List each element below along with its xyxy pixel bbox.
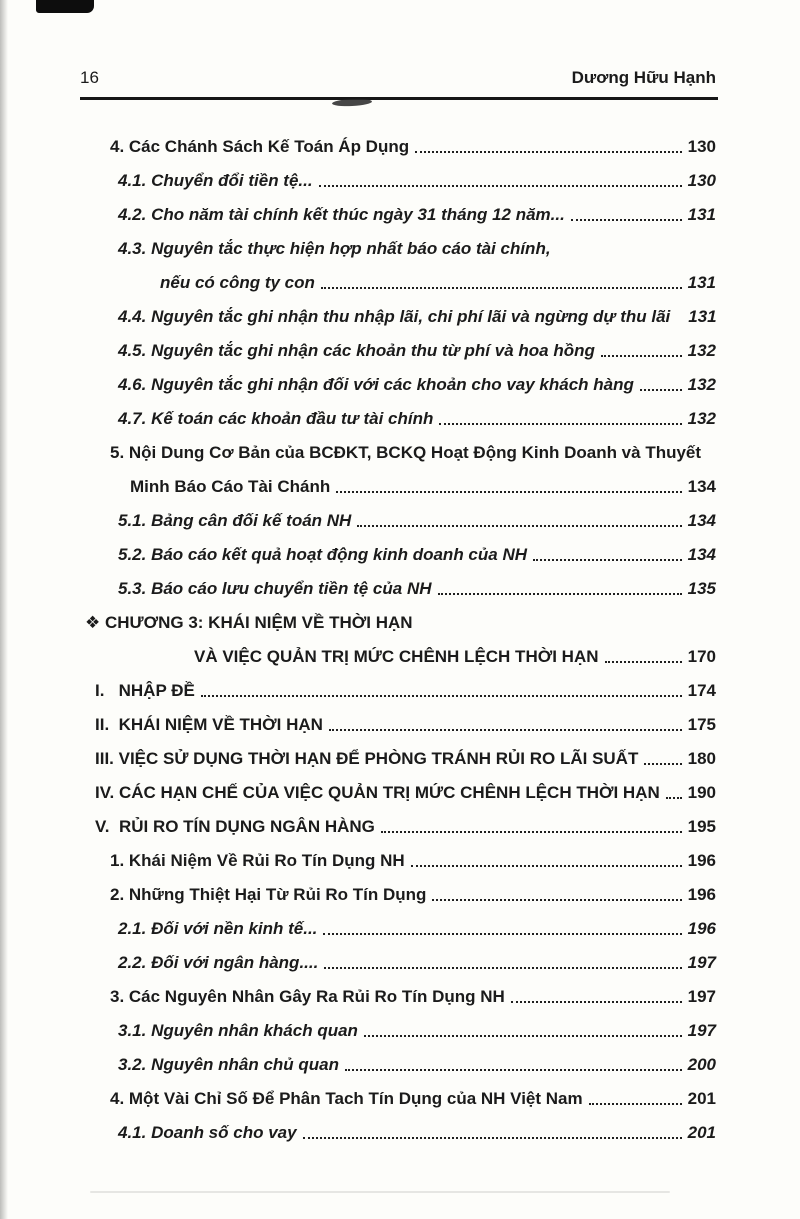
toc-entry <box>80 226 716 260</box>
dot-leader <box>511 1001 682 1003</box>
dot-leader <box>644 763 681 765</box>
dot-leader <box>640 389 682 391</box>
toc-page-number: 196 <box>687 885 716 905</box>
dot-leader <box>357 525 681 527</box>
toc-entry <box>80 124 716 158</box>
toc-page-number: 132 <box>687 341 716 361</box>
toc-entry-text: 4.3. Nguyên tắc thực hiện hợp nhất báo cáo tài chính, <box>118 239 551 259</box>
toc-entry <box>80 498 716 532</box>
dot-leader <box>571 219 682 221</box>
toc-page-number: 131 <box>687 273 716 293</box>
dot-leader <box>589 1103 682 1105</box>
toc-entry-text: ❖ CHƯƠNG 3: KHÁI NIỆM VỀ THỜI HẠN <box>85 613 413 633</box>
toc-entry-text: 5. Nội Dung Cơ Bản của BCĐKT, BCKQ Hoạt Động Kinh Doanh và Thuyết <box>110 443 702 463</box>
toc-entry-text: 2.1. Đối với nền kinh tế... <box>118 919 318 939</box>
toc-entry-text: II. KHÁI NIỆM VỀ THỜI HẠN <box>95 715 323 735</box>
toc-entry-text: 3. Các Nguyên Nhân Gây Ra Rủi Ro Tín Dụng NH <box>110 987 505 1007</box>
dot-leader <box>336 491 681 493</box>
toc-entry <box>80 770 716 804</box>
toc-entry <box>80 158 716 192</box>
toc-page-number: 200 <box>687 1055 716 1075</box>
toc-entry-text: nếu có công ty con <box>160 273 315 293</box>
toc-entry <box>80 634 716 668</box>
toc-page-number: 135 <box>687 579 716 599</box>
toc-entry-text: 4.2. Cho năm tài chính kết thúc ngày 31 tháng 12 năm... <box>118 205 565 225</box>
page-number: 16 <box>80 68 99 87</box>
dot-leader <box>303 1137 682 1139</box>
dot-leader <box>201 695 682 697</box>
dot-leader <box>533 559 682 561</box>
toc-page-number: 195 <box>687 817 716 837</box>
dot-leader <box>321 287 682 289</box>
toc-entry <box>80 906 716 940</box>
toc-entry <box>80 600 716 634</box>
toc-entry <box>80 294 716 328</box>
toc-entry-text: 4.1. Chuyển đổi tiền tệ... <box>118 171 313 191</box>
scan-artifact-corner <box>36 0 94 13</box>
toc-entry-text: III. VIỆC SỬ DỤNG THỜI HẠN ĐỂ PHÒNG TRÁNH RỦI RO LÃI SUẤT <box>95 749 639 769</box>
toc-entry <box>80 362 716 396</box>
toc-page-number: 201 <box>687 1089 716 1109</box>
toc-entry <box>80 872 716 906</box>
toc-entry <box>80 566 716 600</box>
toc-page-number: 174 <box>687 681 716 701</box>
toc-page-number: 134 <box>687 545 716 565</box>
toc-entry <box>80 532 716 566</box>
toc-page-number: 201 <box>687 1123 716 1143</box>
toc-entry-text: 4.1. Doanh số cho vay <box>118 1123 297 1143</box>
toc-entry-text: V. RỦI RO TÍN DỤNG NGÂN HÀNG <box>95 817 375 837</box>
dot-leader <box>329 729 682 731</box>
toc-entry <box>80 396 716 430</box>
toc-entry-text: 4.6. Nguyên tắc ghi nhận đối với các khoản cho vay khách hàng <box>118 375 634 395</box>
toc-entry <box>80 1076 716 1110</box>
scan-artifact-left-edge <box>0 0 8 1219</box>
dot-leader <box>319 185 682 187</box>
toc-entry-text: I. NHẬP ĐỀ <box>95 681 195 701</box>
author-name: Dương Hữu Hạnh <box>571 68 716 87</box>
toc-page-number: 134 <box>687 477 716 497</box>
toc-page-number: 131 <box>687 205 716 225</box>
toc-entry-text: Minh Báo Cáo Tài Chánh <box>130 477 331 497</box>
toc-entry <box>80 736 716 770</box>
toc-entry <box>80 328 716 362</box>
dot-leader <box>432 899 681 901</box>
toc-entry <box>80 1110 716 1144</box>
toc-page-number: 130 <box>687 171 716 191</box>
toc-page-number: 180 <box>687 749 716 769</box>
toc-page-number: 132 <box>687 409 716 429</box>
toc-entry-text: 1. Khái Niệm Về Rủi Ro Tín Dụng NH <box>110 851 405 871</box>
toc-entry-text: 4.5. Nguyên tắc ghi nhận các khoản thu từ phí và hoa hồng <box>118 341 595 361</box>
toc-entry <box>80 260 716 294</box>
toc-entry-text: 4. Các Chánh Sách Kế Toán Áp Dụng <box>110 137 410 157</box>
toc-page-number: 197 <box>687 987 716 1007</box>
dot-leader <box>601 355 682 357</box>
toc-page-number: 196 <box>687 919 716 939</box>
toc-entry <box>80 940 716 974</box>
toc-page-number: 132 <box>687 375 716 395</box>
header-rule <box>80 97 718 100</box>
toc-entry-text: 4. Một Vài Chỉ Số Để Phân Tach Tín Dụng của NH Việt Nam <box>110 1089 583 1109</box>
dot-leader <box>415 151 682 153</box>
dot-leader <box>439 423 681 425</box>
toc-page-number: 130 <box>687 137 716 157</box>
dot-leader <box>324 967 681 969</box>
toc-page-number: 197 <box>687 1021 716 1041</box>
toc-entry <box>80 1008 716 1042</box>
dot-leader <box>605 661 682 663</box>
dot-leader <box>323 933 681 935</box>
toc-entry <box>80 668 716 702</box>
toc-page-number: 175 <box>687 715 716 735</box>
toc-entry <box>80 838 716 872</box>
toc-entry-text: 2.2. Đối với ngân hàng.... <box>118 953 319 973</box>
toc-page-number: 131 <box>688 307 717 327</box>
page-header <box>80 68 716 88</box>
toc-entry-text: 5.3. Báo cáo lưu chuyển tiền tệ của NH <box>118 579 432 599</box>
toc-entry-text: 5.1. Bảng cân đối kế toán NH <box>118 511 352 531</box>
dot-leader <box>411 865 682 867</box>
toc-entry-text: 3.2. Nguyên nhân chủ quan <box>118 1055 340 1075</box>
toc-page-number: 170 <box>687 647 716 667</box>
toc-entry-text: 2. Những Thiệt Hại Từ Rủi Ro Tín Dụng <box>110 885 427 905</box>
dot-leader <box>381 831 682 833</box>
toc-entry-text: 4.4. Nguyên tắc ghi nhận thu nhập lãi, chi phí lãi và ngừng dự thu lãi <box>118 307 671 327</box>
dot-leader <box>364 1035 682 1037</box>
toc-entry-text: 3.1. Nguyên nhân khách quan <box>118 1021 358 1041</box>
toc-page-number: 190 <box>687 783 716 803</box>
toc-entry <box>80 804 716 838</box>
dot-leader <box>345 1069 682 1071</box>
toc-entry <box>80 974 716 1008</box>
toc-entry-text: IV. CÁC HẠN CHẾ CỦA VIỆC QUẢN TRỊ MỨC CHÊNH LỆCH THỜI HẠN <box>95 783 660 803</box>
toc-entry-text: 5.2. Báo cáo kết quả hoạt động kinh doanh của NH <box>118 545 527 565</box>
toc-page-number: 134 <box>687 511 716 531</box>
table-of-contents <box>80 124 716 1144</box>
dot-leader <box>666 797 682 799</box>
toc-entry <box>80 702 716 736</box>
toc-entry-text: 4.7. Kế toán các khoản đầu tư tài chính <box>118 409 434 429</box>
toc-entry <box>80 1042 716 1076</box>
toc-entry <box>80 430 716 464</box>
toc-entry <box>80 464 716 498</box>
toc-entry-text: VÀ VIỆC QUẢN TRỊ MỨC CHÊNH LỆCH THỜI HẠN <box>194 647 599 667</box>
dot-leader <box>438 593 682 595</box>
toc-page-number: 197 <box>687 953 716 973</box>
scan-artifact-bottom-edge <box>90 1191 670 1193</box>
toc-entry <box>80 192 716 226</box>
toc-page-number: 196 <box>687 851 716 871</box>
